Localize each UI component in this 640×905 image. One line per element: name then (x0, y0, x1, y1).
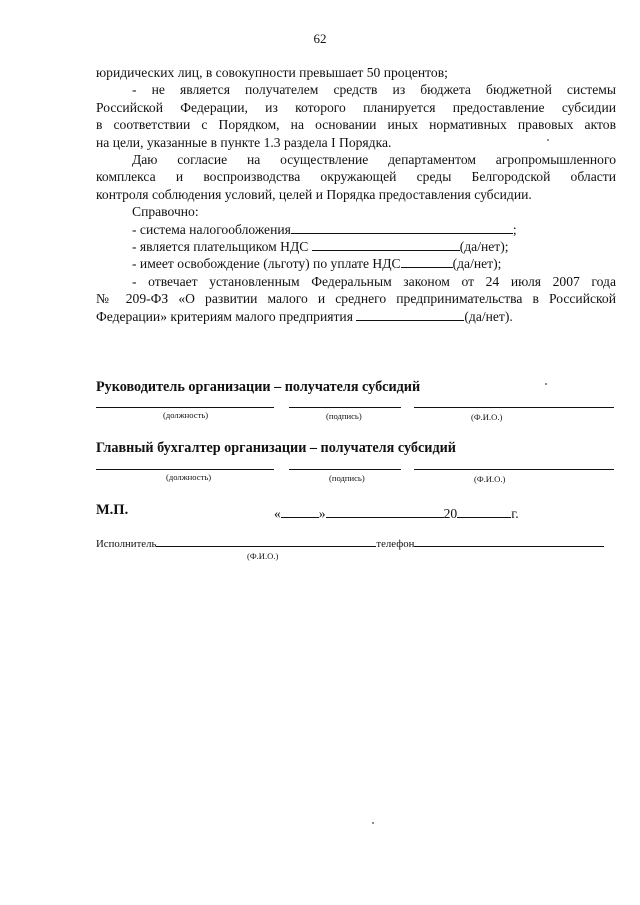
body-line-5: на цели, указанные в пункте 1.3 раздела I Порядка. (96, 134, 392, 150)
date-year-suffix: г. (511, 506, 519, 521)
head-name-caption: (Ф.И.О.) (471, 412, 503, 422)
vat-exempt-row (96, 255, 616, 272)
consent-line-2: комплекса и воспроизводства окружающей среды Белгородской области (96, 169, 616, 185)
vat-payer-field[interactable] (312, 238, 460, 251)
date-month-field[interactable] (326, 505, 444, 518)
date-day-field[interactable] (281, 505, 319, 518)
vat-payer-row (96, 238, 616, 255)
head-signature-title: Руководитель организации – получателя субсидий (96, 379, 421, 395)
date-close-quote: » (318, 506, 326, 521)
law-line-3-answer: (да/нет). (464, 308, 513, 324)
head-name-line[interactable] (414, 407, 614, 408)
consent-line-3: контроля соблюдения условий, целей и Порядка предоставления субсидии. (96, 186, 532, 202)
head-signature-line[interactable] (289, 407, 401, 408)
date-year-field[interactable] (457, 505, 511, 518)
head-position-line[interactable] (96, 407, 274, 408)
law-line-2: № 209-ФЗ «О развитии малого и среднего предпринимательства в Российской (96, 291, 616, 307)
vat-exempt-label: - имеет освобождение (льготу) по уплате НДС (132, 256, 401, 272)
law-line-3 (96, 308, 616, 325)
vat-exempt-answer: (да/нет); (452, 256, 502, 272)
scan-speck (545, 383, 547, 385)
date-year-prefix: 20 (443, 506, 458, 521)
date-open-quote: « (274, 506, 281, 521)
executor-name-field[interactable] (156, 537, 376, 547)
date-row (274, 505, 519, 522)
head-position-caption: (должность) (163, 410, 209, 420)
scan-speck (547, 139, 549, 141)
body-line-1: юридических лиц, в совокупности превышает 50 процентов; (96, 65, 448, 80)
body-text (96, 64, 616, 325)
small-enterprise-field[interactable] (356, 308, 464, 321)
reference-heading: Справочно: (132, 204, 199, 220)
accountant-signature-title: Главный бухгалтер организации – получателя субсидий (96, 440, 456, 456)
accountant-signature-line[interactable] (289, 469, 401, 470)
accountant-name-caption: (Ф.И.О.) (474, 474, 506, 484)
accountant-position-caption: (должность) (166, 472, 212, 482)
phone-field[interactable] (414, 537, 604, 547)
page-number: 62 (313, 31, 327, 46)
head-signature-caption: (подпись) (326, 411, 362, 421)
consent-line-1: Даю согласие на осуществление департаментом агропромышленного (132, 152, 616, 168)
executor-label: Исполнитель (96, 538, 157, 550)
executor-row (96, 537, 604, 550)
tax-system-end: ; (512, 221, 517, 237)
tax-system-row (96, 221, 616, 238)
accountant-signature-caption: (подпись) (329, 473, 365, 483)
vat-payer-answer: (да/нет); (459, 239, 509, 255)
law-line-1: - отвечает установленным Федеральным законом от 24 июля 2007 года (132, 273, 616, 289)
body-line-3: Российской Федерации, из которого планируется предоставление субсидии (96, 99, 616, 115)
executor-name-caption: (Ф.И.О.) (247, 551, 279, 561)
body-line-4: в соответствии с Порядком, на основании иных нормативных правовых актов (96, 117, 616, 133)
stamp-place-label: М.П. (96, 502, 129, 518)
vat-payer-label: - является плательщиком НДС (132, 239, 309, 255)
law-line-3-prefix: Федерации» критериям малого предприятия (96, 308, 353, 324)
accountant-name-line[interactable] (414, 469, 614, 470)
accountant-position-line[interactable] (96, 469, 274, 470)
scan-speck (372, 822, 374, 824)
vat-exempt-field[interactable] (401, 255, 453, 268)
phone-label: телефон (376, 538, 415, 550)
tax-system-label: - система налогообложения (132, 221, 291, 237)
body-line-2: - не является получателем средств из бюджета бюджетной системы (132, 82, 616, 98)
tax-system-field[interactable] (291, 221, 513, 234)
